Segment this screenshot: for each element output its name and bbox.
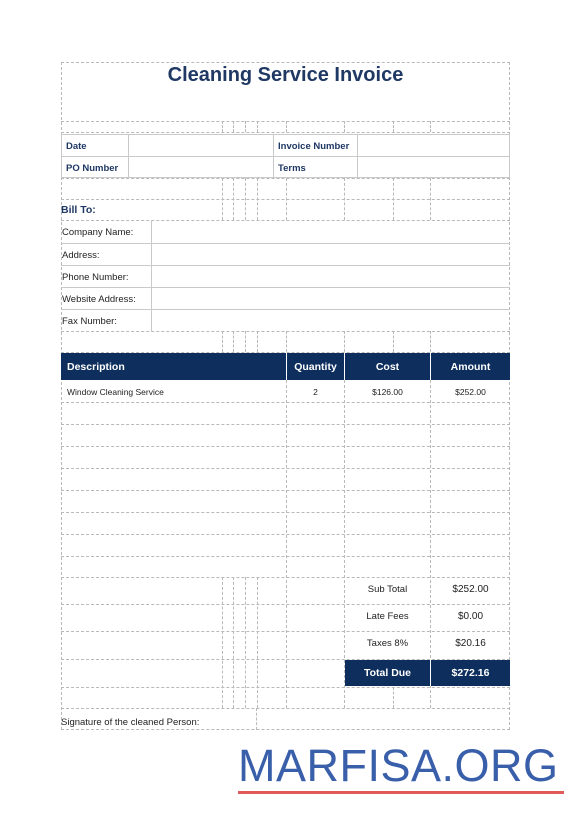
signature-field[interactable] [257, 709, 509, 729]
grid-line [257, 577, 258, 708]
column-header-quantity: Quantity [294, 361, 337, 373]
item-cost: $126.00 [372, 387, 403, 397]
grid-line [393, 331, 394, 352]
grid-line [430, 121, 431, 132]
column-header-cost: Cost [375, 361, 400, 373]
grid-line [344, 331, 345, 352]
grid-line [233, 121, 234, 132]
grid-line [257, 121, 258, 132]
po-number-field[interactable] [129, 157, 272, 177]
address-label: Address: [62, 250, 100, 261]
grid-line [222, 577, 223, 708]
grid-line [245, 121, 246, 132]
date-label: Date [66, 141, 87, 152]
grid-line [233, 331, 234, 352]
total-due-label: Total Due [363, 667, 412, 679]
item-quantity: 2 [313, 387, 318, 397]
grid-line [393, 178, 394, 220]
logo-underline [238, 791, 564, 794]
grid-line [245, 331, 246, 352]
grid-line [286, 178, 287, 220]
company-name-field[interactable] [152, 222, 509, 243]
taxes-label: Taxes 8% [366, 638, 409, 649]
invoice-title: Cleaning Service Invoice [167, 64, 404, 86]
invoice-number-label: Invoice Number [278, 141, 350, 152]
po-number-label: PO Number [66, 163, 119, 174]
sub-total-label: Sub Total [367, 584, 408, 595]
signature-label: Signature of the cleaned Person: [61, 717, 200, 728]
phone-number-label: Phone Number: [62, 272, 129, 283]
total-due-value: $272.16 [451, 667, 490, 679]
grid-line [245, 577, 246, 708]
grid-line [257, 331, 258, 352]
marfisa-logo: MARFISA.ORG [238, 740, 559, 791]
fax-number-field[interactable] [152, 310, 509, 331]
item-amount: $252.00 [455, 387, 486, 397]
grid-line [393, 121, 394, 132]
address-field[interactable] [152, 244, 509, 265]
date-field[interactable] [129, 135, 272, 155]
bill-to-heading: Bill To: [61, 204, 96, 216]
grid-line [233, 577, 234, 708]
grid-line [61, 132, 510, 133]
column-header-amount: Amount [450, 361, 491, 373]
grid-line [393, 687, 394, 708]
grid-line [430, 380, 431, 708]
sub-total-value: $252.00 [452, 584, 489, 595]
invoice-sheet [61, 62, 510, 730]
company-name-label: Company Name: [62, 227, 134, 238]
late-fees-value: $0.00 [457, 611, 484, 622]
terms-field[interactable] [358, 157, 509, 177]
grid-line [344, 178, 345, 220]
grid-line [245, 178, 246, 220]
invoice-number-field[interactable] [358, 135, 509, 155]
grid-line [430, 178, 431, 220]
grid-line [286, 331, 287, 352]
grid-line [233, 178, 234, 220]
grid-line [222, 178, 223, 220]
grid-line [222, 331, 223, 352]
phone-number-field[interactable] [152, 266, 509, 287]
website-address-label: Website Address: [62, 294, 136, 305]
late-fees-label: Late Fees [366, 611, 409, 622]
terms-label: Terms [278, 163, 306, 174]
grid-line [344, 380, 345, 708]
grid-line [257, 178, 258, 220]
grid-line [286, 121, 287, 132]
grid-line [344, 121, 345, 132]
grid-line [61, 220, 510, 221]
fax-number-label: Fax Number: [62, 316, 117, 327]
grid-line [286, 380, 287, 708]
column-header-description: Description [67, 361, 125, 373]
grid-line [273, 134, 274, 178]
grid-line [222, 121, 223, 132]
website-address-field[interactable] [152, 288, 509, 309]
taxes-value: $20.16 [455, 638, 486, 649]
item-description: Window Cleaning Service [67, 387, 164, 397]
grid-line [430, 331, 431, 352]
